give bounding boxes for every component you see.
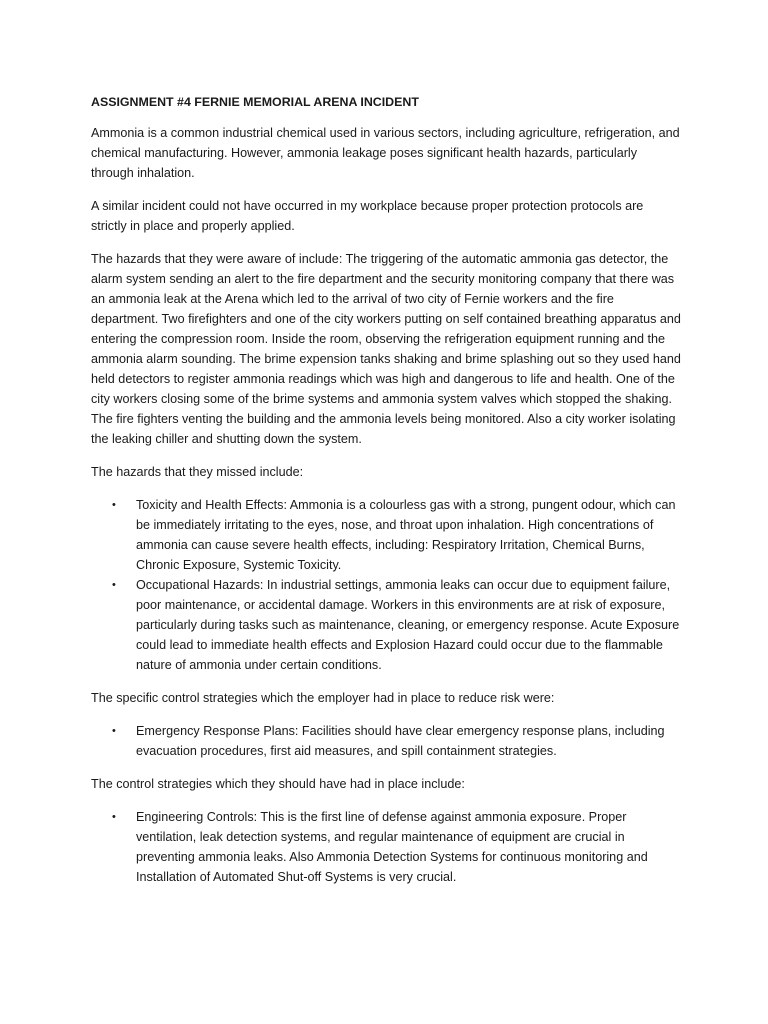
list-item-text: Toxicity and Health Effects: Ammonia is a colourless gas with a strong, pungent odour, which can be immediately irritating to the eyes, nose, and throat upon inhalation. High concentrations of ammonia can cause severe health effects, including: Respiratory Irritation, Chemical Burns, Chronic Exposure, Systemic Toxicity. [136,498,676,572]
list-item-text: Emergency Response Plans: Facilities should have clear emergency response plans, including evacuation procedures, first aid measures, and spill containment strategies. [136,724,665,758]
document-title: ASSIGNMENT #4 FERNIE MEMORIAL ARENA INCIDENT [91,95,419,109]
employer-controls-heading: The specific control strategies which the employer had in place to reduce risk were: [91,691,555,705]
list-item [91,807,681,887]
employer-controls-list [91,721,681,761]
document-body [91,93,681,900]
intro-paragraph: Ammonia is a common industrial chemical used in various sectors, including agriculture, refrigeration, and chemical manufacturing. However, ammonia leakage poses significant health hazards, particularly through inhalation. [91,126,680,180]
list-item-text: Occupational Hazards: In industrial settings, ammonia leaks can occur due to equipment failure, poor maintenance, or accidental damage. Workers in this environments are at risk of exposure, particularly during tasks such as maintenance, cleaning, or emergency response. Acute Exposure could lead to immediate health effects and Explosion Hazard could occur due to the flammable nature of ammonia under certain conditions. [136,578,680,672]
missed-hazards-heading: The hazards that they missed include: [91,465,304,479]
aware-hazards-paragraph: The hazards that they were aware of include: The triggering of the automatic ammonia gas detector, the alarm system sending an alert to the fire department and the security monitoring company that there was an ammonia leak at the Arena which led to the arrival of two city of Fernie workers and the fire department. Two firefighters and one of the city workers putting on self contained breathing apparatus and entering the compression room. Inside the room, observing the refrigeration equipment running and the ammonia alarm sounding. The brime expension tanks shaking and brime splashing out so they used hand held detectors to register ammonia readings which was high and dangerous to life and health. One of the city workers closing some of the brime systems and ammonia system valves which stopped the shaking. The fire fighters venting the building and the ammonia levels being monitored. Also a city worker isolating the leaking chiller and shutting down the system. [91,252,681,446]
bullet-icon: • [112,499,116,511]
bullet-icon: • [112,725,116,737]
list-item-text: Engineering Controls: This is the first line of defense against ammonia exposure. Proper ventilation, leak detection systems, and regular maintenance of equipment are crucial in preventing ammonia leaks. Also Ammonia Detection Systems for continuous monitoring and Installation of Automated Shut-off Systems is very crucial. [136,810,648,884]
recommended-controls-heading: The control strategies which they should have had in place include: [91,777,465,791]
missed-hazards-list [91,495,681,675]
list-item [91,721,681,761]
list-item [91,575,681,675]
workplace-paragraph: A similar incident could not have occurred in my workplace because proper protection protocols are strictly in place and properly applied. [91,199,644,233]
bullet-icon: • [112,811,116,823]
list-item [91,495,681,575]
recommended-controls-list [91,807,681,887]
bullet-icon: • [112,579,116,591]
